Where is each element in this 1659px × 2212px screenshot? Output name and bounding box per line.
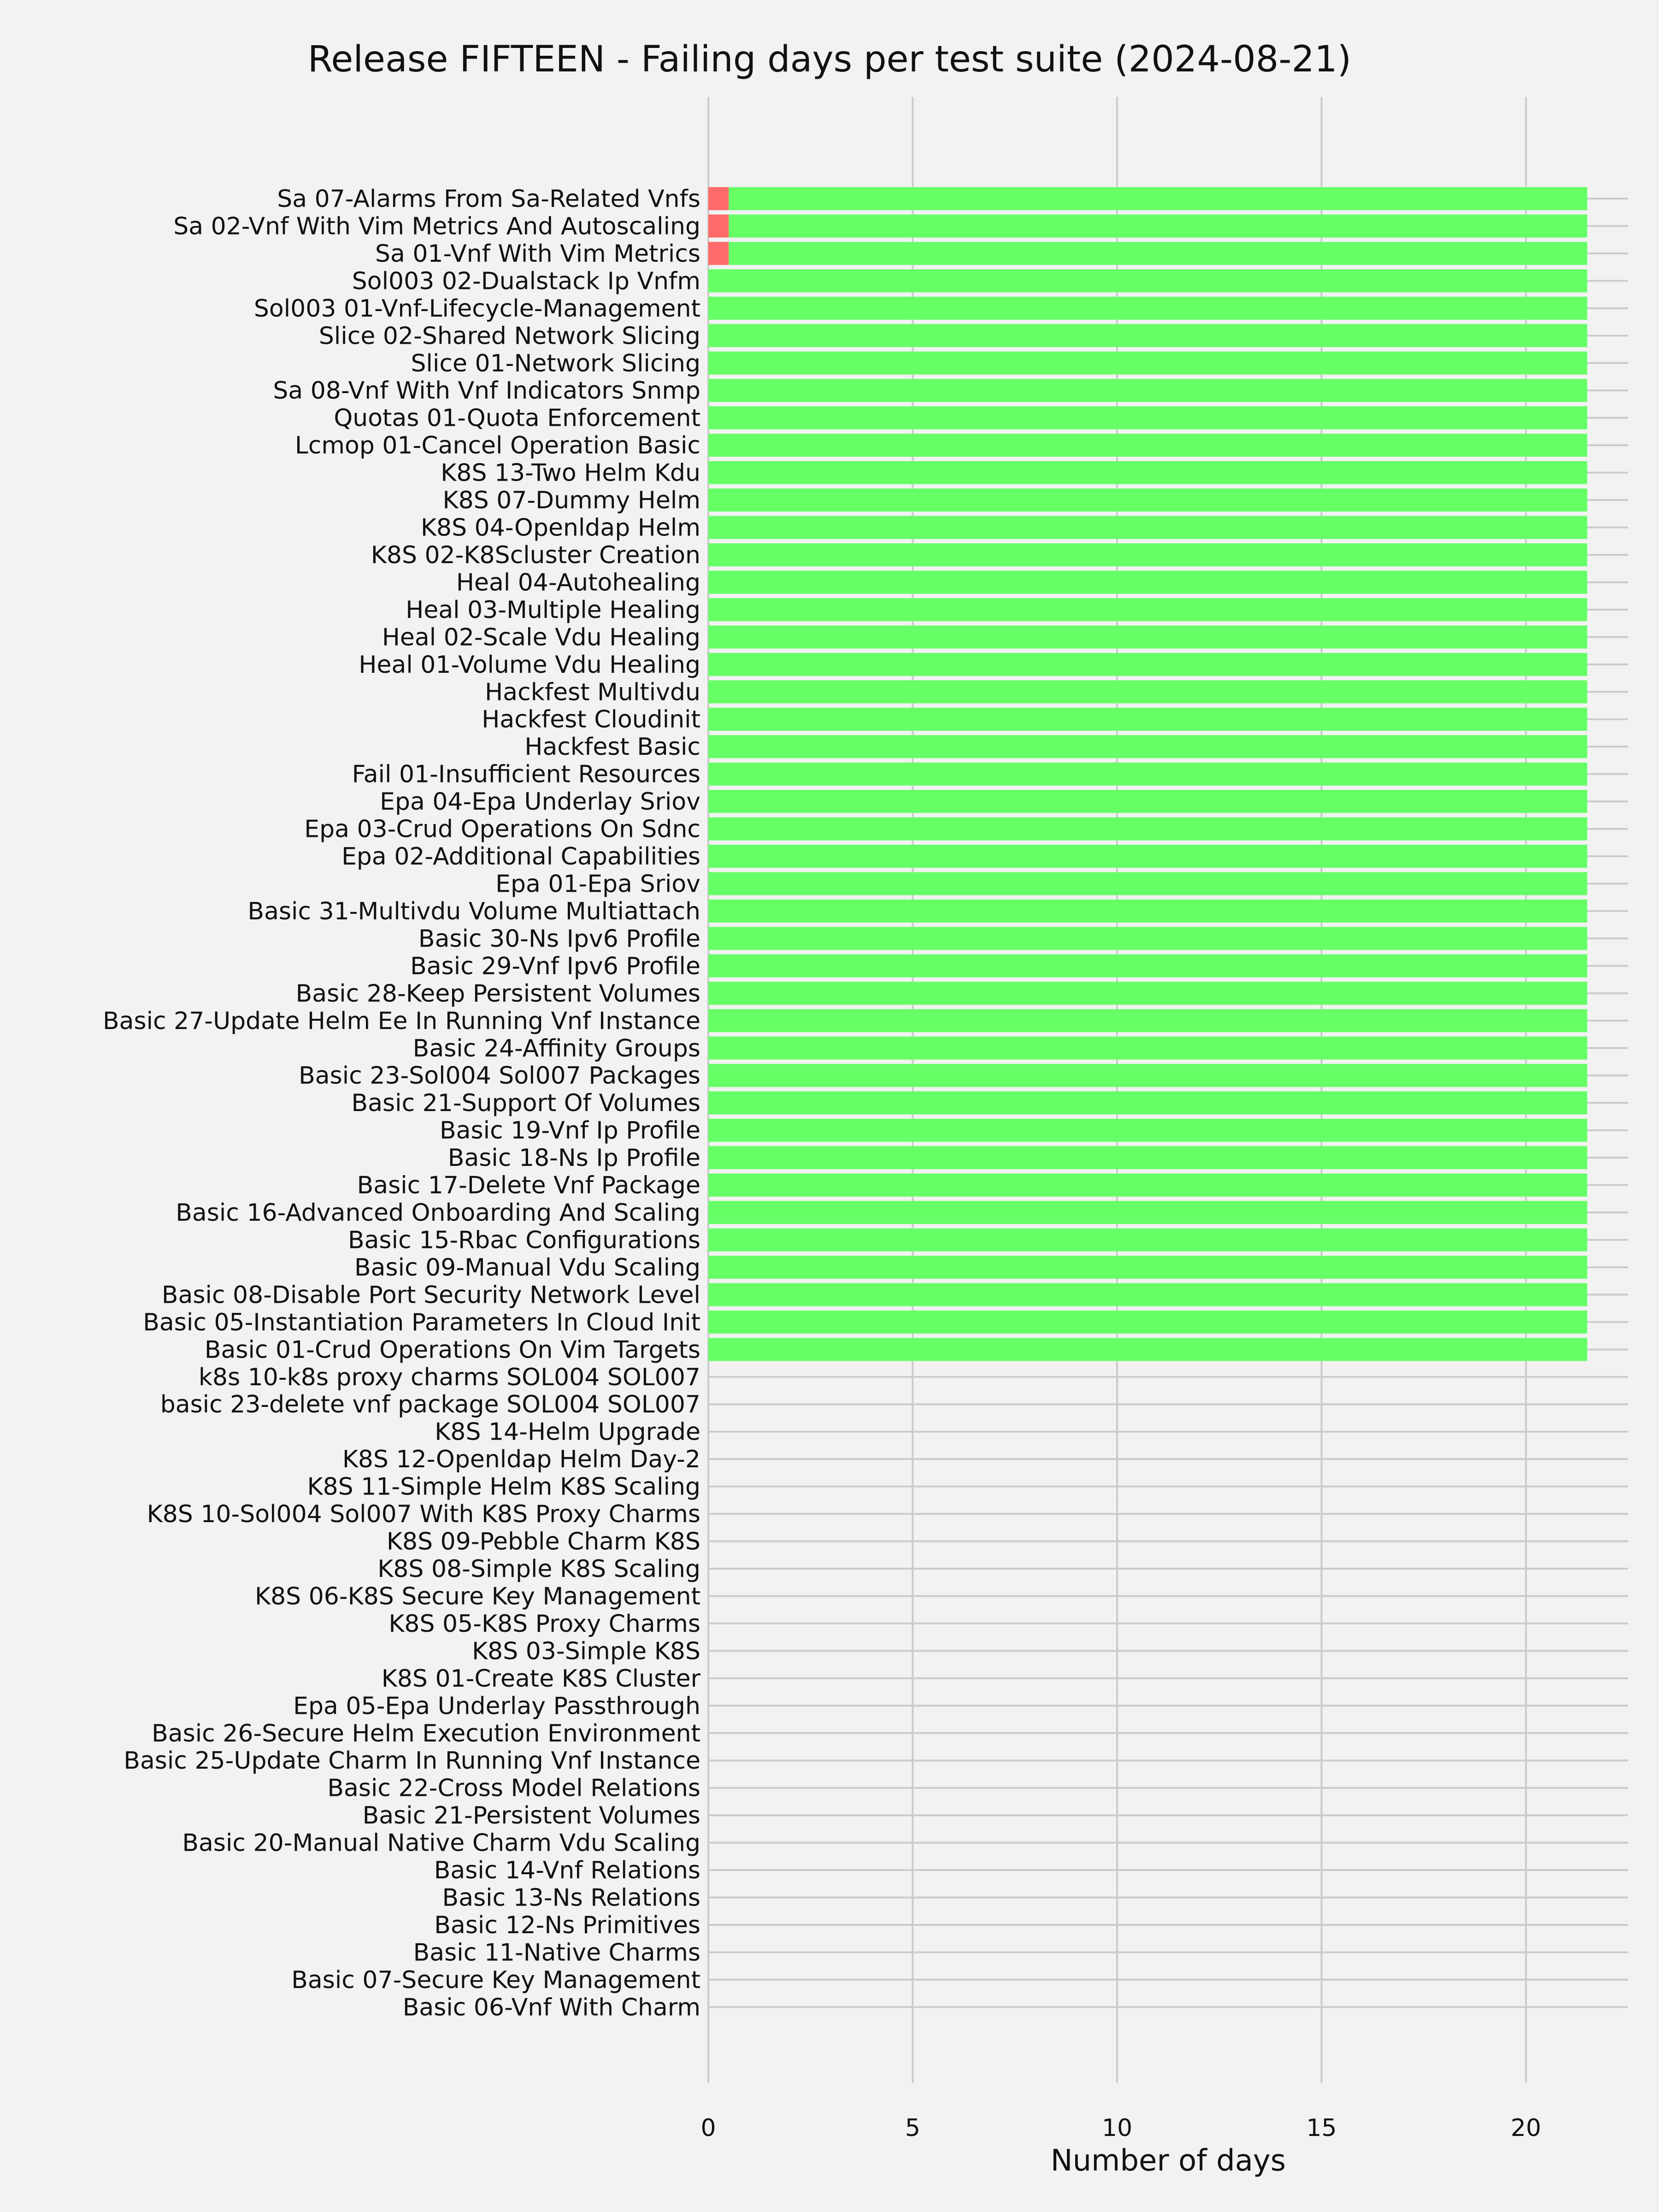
bar-passing [708, 927, 1587, 950]
y-tick-label: Sa 08-Vnf With Vnf Indicators Snmp [273, 377, 700, 405]
bar-passing [708, 982, 1587, 1005]
y-tick-label: Epa 05-Epa Underlay Passthrough [293, 1692, 700, 1720]
x-tick-label: 20 [1511, 2114, 1541, 2142]
bar-passing [708, 297, 1587, 320]
bar-passing [708, 352, 1587, 375]
y-tick-label: K8S 06-K8S Secure Key Management [254, 1583, 700, 1611]
bar-passing [708, 900, 1587, 923]
y-tick-label: Heal 04-Autohealing [456, 569, 700, 597]
x-tick-label: 10 [1102, 2114, 1133, 2142]
bar-passing [708, 543, 1587, 566]
bar-passing [708, 1283, 1587, 1306]
y-tick-label: K8S 10-Sol004 Sol007 With K8S Proxy Charms [147, 1500, 700, 1529]
bar-passing [708, 1338, 1587, 1361]
bar-passing [708, 269, 1587, 292]
x-axis-ticks [700, 2114, 1541, 2142]
y-tick-label: Basic 11-Native Charms [413, 1939, 700, 1967]
bar-failing [708, 187, 729, 210]
y-tick-label: Basic 26-Secure Helm Execution Environment [152, 1719, 700, 1747]
y-tick-label: Heal 01-Volume Vdu Healing [359, 651, 700, 679]
y-tick-label: Basic 16-Advanced Onboarding And Scaling [176, 1199, 700, 1227]
y-tick-label: basic 23-delete vnf package SOL004 SOL007 [160, 1391, 700, 1419]
y-tick-label: Basic 25-Update Charm In Running Vnf Instance [124, 1747, 700, 1775]
y-tick-label: Basic 15-Rbac Configurations [348, 1226, 700, 1254]
bar-passing [708, 571, 1587, 594]
y-tick-label: Epa 04-Epa Underlay Sriov [380, 788, 700, 816]
bar-passing [708, 625, 1587, 648]
bar-passing [708, 1256, 1587, 1279]
bar-passing [708, 708, 1587, 731]
y-tick-label: K8S 13-Two Helm Kdu [441, 459, 700, 487]
y-tick-label: Heal 02-Scale Vdu Healing [382, 624, 700, 652]
bar-failing [708, 214, 729, 237]
y-tick-label: Basic 27-Update Helm Ee In Running Vnf Instance [102, 1007, 700, 1035]
y-tick-label: Basic 19-Vnf Ip Profile [439, 1117, 700, 1145]
y-tick-label: Lcmop 01-Cancel Operation Basic [294, 432, 700, 460]
y-tick-label: Basic 09-Manual Vdu Scaling [354, 1253, 700, 1282]
y-tick-label: Sa 02-Vnf With Vim Metrics And Autoscaling [173, 212, 700, 241]
bar-passing [708, 516, 1587, 539]
bar-passing [708, 488, 1587, 512]
y-tick-label: Basic 22-Cross Model Relations [327, 1774, 700, 1802]
bars [708, 187, 1587, 1361]
y-tick-label: Basic 31-Multivdu Volume Multiattach [247, 897, 700, 925]
y-tick-label: Fail 01-Insufficient Resources [352, 760, 700, 788]
y-tick-label: k8s 10-k8s proxy charms SOL004 SOL007 [198, 1363, 700, 1391]
y-tick-label: Basic 17-Delete Vnf Package [357, 1171, 700, 1200]
y-tick-label: Basic 08-Disable Port Security Network Level [161, 1281, 700, 1309]
y-tick-label: K8S 08-Simple K8S Scaling [377, 1555, 700, 1583]
bar-passing [729, 214, 1587, 237]
bar-passing [708, 1174, 1587, 1197]
y-tick-label: Basic 14-Vnf Relations [434, 1857, 700, 1885]
y-tick-label: Hackfest Cloudinit [482, 706, 700, 734]
bar-passing [708, 763, 1587, 786]
y-tick-label: Quotas 01-Quota Enforcement [334, 404, 700, 432]
y-tick-label: Basic 24-Affinity Groups [412, 1035, 700, 1063]
y-tick-label: Basic 28-Keep Persistent Volumes [295, 980, 700, 1008]
y-axis-labels [103, 185, 701, 2021]
y-tick-label: Hackfest Basic [524, 733, 700, 761]
bar-passing [708, 324, 1587, 347]
bar-passing [708, 954, 1587, 977]
bar-passing [708, 872, 1587, 895]
bar-passing [708, 461, 1587, 484]
y-tick-label: K8S 09-Pebble Charm K8S [386, 1528, 700, 1556]
bar-passing [708, 1201, 1587, 1224]
y-tick-label: Basic 12-Ns Primitives [434, 1911, 700, 1939]
bar-passing [708, 1036, 1587, 1059]
x-tick-label: 5 [905, 2114, 921, 2142]
bar-passing [729, 242, 1587, 265]
y-tick-label: Sa 07-Alarms From Sa-Related Vnfs [277, 185, 700, 213]
bar-passing [708, 653, 1587, 676]
y-tick-label: Slice 02-Shared Network Slicing [318, 322, 700, 350]
x-tick-label: 15 [1306, 2114, 1337, 2142]
bar-passing [708, 1146, 1587, 1169]
y-tick-label: Basic 21-Support Of Volumes [351, 1089, 700, 1118]
y-tick-label: Basic 06-Vnf With Charm [402, 1994, 700, 2022]
bar-passing [708, 434, 1587, 457]
bar-passing [708, 598, 1587, 621]
bar-passing [708, 1119, 1587, 1142]
y-tick-label: Basic 20-Manual Native Charm Vdu Scaling [182, 1829, 700, 1857]
y-tick-label: Hackfest Multivdu [485, 678, 700, 706]
x-tick-label: 0 [700, 2114, 716, 2142]
bar-failing [708, 242, 729, 265]
y-tick-label: K8S 03-Simple K8S [472, 1637, 700, 1665]
y-tick-label: Basic 05-Instantiation Parameters In Cloud Init [143, 1308, 700, 1336]
y-tick-label: Basic 30-Ns Ipv6 Profile [418, 925, 700, 953]
y-tick-label: Sol003 01-Vnf-Lifecycle-Management [253, 294, 700, 323]
bar-passing [729, 187, 1587, 210]
bar-passing [708, 845, 1587, 868]
y-tick-label: Basic 07-Secure Key Management [291, 1966, 700, 1994]
y-tick-label: K8S 04-Openldap Helm [420, 514, 700, 542]
bar-passing [708, 735, 1587, 758]
y-tick-label: K8S 02-K8Scluster Creation [371, 541, 700, 569]
bar-passing [708, 1311, 1587, 1334]
y-tick-label: Basic 21-Persistent Volumes [362, 1802, 700, 1830]
y-tick-label: Basic 23-Sol004 Sol007 Packages [299, 1062, 700, 1090]
y-tick-label: Basic 13-Ns Relations [442, 1884, 700, 1912]
y-tick-label: K8S 05-K8S Proxy Charms [388, 1610, 700, 1638]
bar-passing [708, 790, 1587, 813]
y-tick-label: Slice 01-Network Slicing [411, 349, 700, 377]
chart-title: Release FIFTEEN - Failing days per test suite (2024-08-21) [307, 39, 1352, 80]
y-tick-label: Sa 01-Vnf With Vim Metrics [375, 240, 700, 268]
bar-passing [708, 379, 1587, 402]
y-tick-label: K8S 14-Helm Upgrade [435, 1418, 700, 1446]
x-axis-label: Number of days [1050, 2144, 1286, 2178]
y-tick-label: K8S 01-Create K8S Cluster [381, 1665, 700, 1693]
y-tick-label: Basic 18-Ns Ip Profile [447, 1144, 700, 1172]
y-tick-label: Heal 03-Multiple Healing [406, 596, 700, 624]
y-tick-label: Epa 02-Additional Capabilities [341, 843, 700, 871]
bar-passing [708, 1064, 1587, 1087]
y-tick-label: Basic 29-Vnf Ipv6 Profile [410, 952, 700, 980]
y-tick-label: Basic 01-Crud Operations On Vim Targets [204, 1336, 700, 1364]
bar-passing [708, 1009, 1587, 1032]
bar-passing [708, 818, 1587, 841]
y-tick-label: K8S 11-Simple Helm K8S Scaling [307, 1473, 700, 1501]
bar-passing [708, 406, 1587, 429]
y-tick-label: Epa 03-Crud Operations On Sdnc [304, 815, 700, 843]
bar-passing [708, 680, 1587, 703]
y-tick-label: Epa 01-Epa Sriov [495, 870, 700, 898]
y-tick-label: K8S 07-Dummy Helm [442, 487, 700, 515]
bar-passing [708, 1091, 1587, 1114]
y-tick-label: K8S 12-Openldap Helm Day-2 [342, 1446, 700, 1474]
bar-passing [708, 1228, 1587, 1251]
y-tick-label: Sol003 02-Dualstack Ip Vnfm [352, 267, 700, 295]
